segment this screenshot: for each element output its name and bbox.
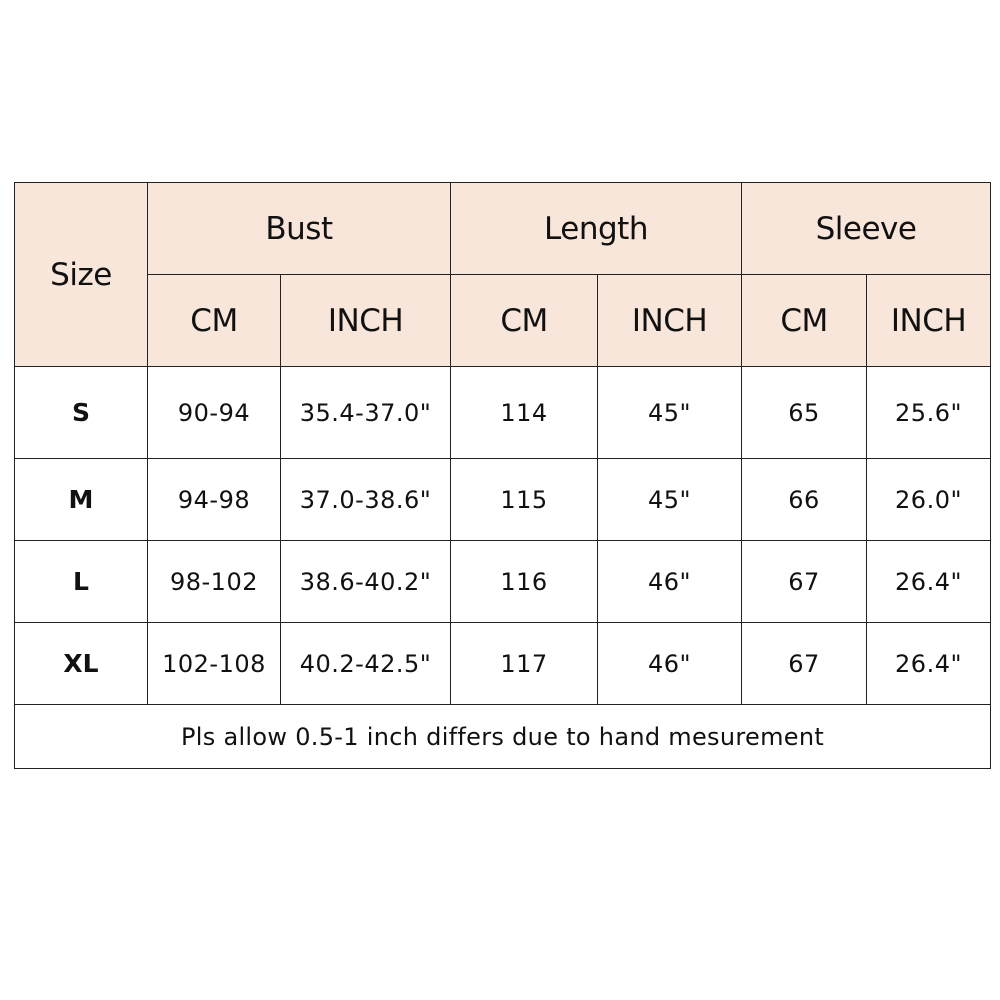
table-row bbox=[15, 541, 991, 623]
bust-cm-cell: 98-102 bbox=[148, 541, 281, 623]
bust-header: Bust bbox=[148, 183, 451, 275]
size-header: Size bbox=[15, 183, 148, 367]
header-row-groups bbox=[15, 183, 991, 275]
measurement-note: Pls allow 0.5-1 inch differs due to hand mesurement bbox=[15, 705, 991, 769]
bust-inch-cell: 38.6-40.2" bbox=[281, 541, 451, 623]
size-cell: L bbox=[15, 541, 148, 623]
size-cell: M bbox=[15, 459, 148, 541]
length-inch-cell: 45" bbox=[598, 459, 742, 541]
bust-cm-cell: 94-98 bbox=[148, 459, 281, 541]
sleeve-inch-cell: 26.4" bbox=[867, 623, 991, 705]
length-inch-cell: 46" bbox=[598, 623, 742, 705]
sleeve-cm-header: CM bbox=[742, 275, 867, 367]
bust-cm-cell: 90-94 bbox=[148, 367, 281, 459]
size-cell: XL bbox=[15, 623, 148, 705]
sleeve-cm-cell: 67 bbox=[742, 541, 867, 623]
sleeve-cm-cell: 65 bbox=[742, 367, 867, 459]
size-cell: S bbox=[15, 367, 148, 459]
sleeve-cm-cell: 67 bbox=[742, 623, 867, 705]
bust-cm-cell: 102-108 bbox=[148, 623, 281, 705]
bust-inch-cell: 35.4-37.0" bbox=[281, 367, 451, 459]
length-cm-cell: 115 bbox=[451, 459, 598, 541]
table-row bbox=[15, 459, 991, 541]
sleeve-inch-cell: 25.6" bbox=[867, 367, 991, 459]
length-cm-cell: 117 bbox=[451, 623, 598, 705]
length-inch-header: INCH bbox=[598, 275, 742, 367]
bust-inch-cell: 37.0-38.6" bbox=[281, 459, 451, 541]
header-row-units bbox=[15, 275, 991, 367]
bust-inch-cell: 40.2-42.5" bbox=[281, 623, 451, 705]
length-inch-cell: 45" bbox=[598, 367, 742, 459]
length-inch-cell: 46" bbox=[598, 541, 742, 623]
length-cm-cell: 116 bbox=[451, 541, 598, 623]
length-header: Length bbox=[451, 183, 742, 275]
table-row bbox=[15, 367, 991, 459]
note-row bbox=[15, 705, 991, 769]
sleeve-inch-cell: 26.0" bbox=[867, 459, 991, 541]
sleeve-cm-cell: 66 bbox=[742, 459, 867, 541]
sleeve-inch-cell: 26.4" bbox=[867, 541, 991, 623]
sleeve-inch-header: INCH bbox=[867, 275, 991, 367]
length-cm-header: CM bbox=[451, 275, 598, 367]
bust-inch-header: INCH bbox=[281, 275, 451, 367]
bust-cm-header: CM bbox=[148, 275, 281, 367]
sleeve-header: Sleeve bbox=[742, 183, 991, 275]
length-cm-cell: 114 bbox=[451, 367, 598, 459]
size-chart-table bbox=[14, 182, 991, 769]
table-row bbox=[15, 623, 991, 705]
